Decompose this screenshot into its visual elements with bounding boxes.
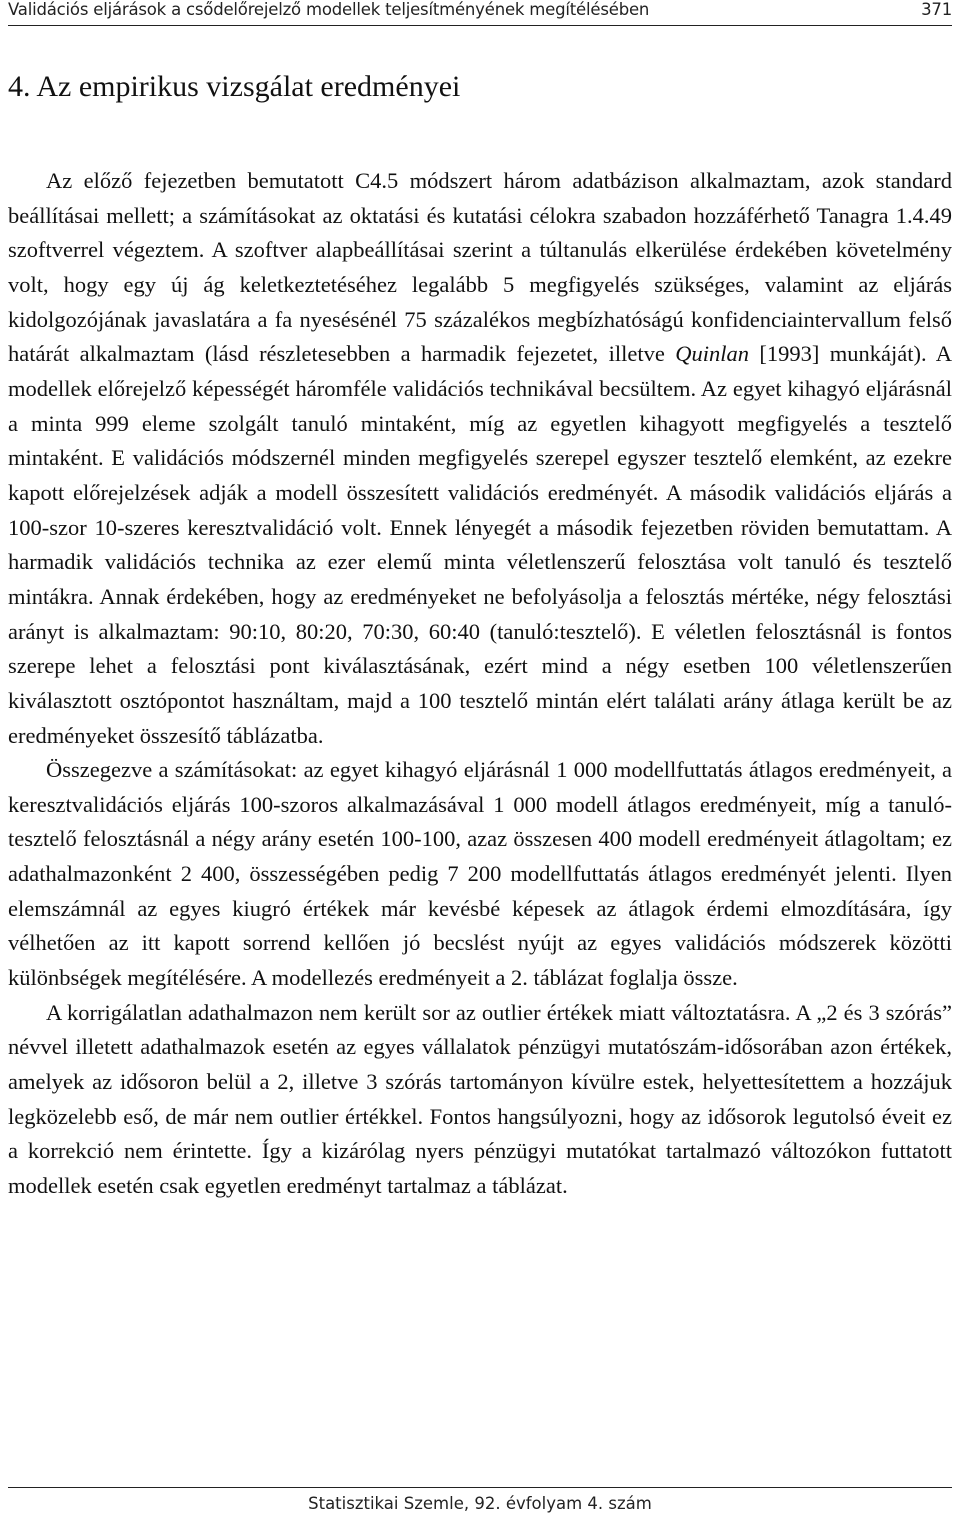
author-name-quinlan: Quinlan <box>675 341 749 367</box>
paragraph-1 <box>8 164 952 753</box>
running-title: Validációs eljárások a csődelőrejelző modellek teljesítményének megítélésében <box>8 0 650 19</box>
section-title: 4. Az empirikus vizsgálat eredményei <box>8 70 461 103</box>
header-rule <box>8 25 952 26</box>
paragraph-2 <box>8 753 952 996</box>
journal-footer: Statisztikai Szemle, 92. évfolyam 4. szám <box>308 1494 652 1513</box>
paragraph-3 <box>8 996 952 1204</box>
paragraph-1-text-b: [1993] munkáját). A modellek előrejelző képességét háromféle validációs technikával becsültem. Az egyet kihagyó eljárásnál a minta 999 eleme szolgált tanuló mintaként, míg az egyetlen kihagyott megfigyelés a tesztelő mintaként. E validációs módszernél minden megfigyelés szerepel egyszer tesztelő elemként, az ezekre kapott előrejelzések adják a modell összesített validációs eredményét. A második validációs eljárás a 100-szor 10-szeres keresztvalidáció volt. Ennek lényegét a második fejezetben röviden bemutattam. A harmadik validációs technika az ezer elemű minta véletlenszerű felosztása volt tanuló és tesztelő mintákra. Annak érdekében, hogy az eredményeket ne befolyásolja a felosztás mértéke, négy felosztási arányt is alkalmaztam: 90:10, 80:20, 70:30, 60:40 (tanuló:tesztelő). E véletlen felosztásnál is fontos szerepe lehet a felosztási pont kiválasztásának, ezért mind a négy esetben 100 véletlenszerűen kiválasztott osztópontot használtam, majd a 100 tesztelő mintán elért találati arány átlaga került be az eredményeket összesítő táblázatba. <box>8 341 953 748</box>
paragraph-2-text: Összegezve a számításokat: az egyet kihagyó eljárásnál 1 000 modellfuttatás átlagos eredményeit, a keresztvalidációs eljárás 100-szoros alkalmazásával 1 000 modell átlagos eredményeit, míg a tanuló-tesztelő felosztásnál a négy arány esetén 100-100, azaz összesen 400 modell eredményeit átlagoltam; ez adathalmazonként 2 400, összességében pedig 7 200 modellfuttatás átlagos eredményét jelenti. Ilyen elemszámnál az egyes kiugró értékek már kevésbé képesek az átlagok érdemi elmozdítására, így vélhetően az itt kapott sorrend kellően jó becslést nyújt az egyes validációs módszerek közötti különbségek megítélésére. A modellezés eredményeit a 2. táblázat foglalja össze. <box>8 757 952 991</box>
paragraph-1-text-a: Az előző fejezetben bemutatott C4.5 módszert három adatbázison alkalmaztam, azok standard beállításai mellett; a számításokat az oktatási és kutatási célokra szabadon hozzáférhető Tanagra 1.4.49 szoftverrel végeztem. A szoftver alapbeállításai szerint a túltanulás elkerülése érdekében követelmény volt, hogy egy új ág keletkeztetéséhez legalább 5 megfigyelés szükséges, valamint az eljárás kidolgozójának javaslatára a fa nyesésénél 75 százalékos megbízhatóságú konfidenciaintervallum felső határát alkalmaztam (lásd részletesebben a harmadik fejezetet, illetve <box>8 168 952 367</box>
body-text <box>8 164 952 1204</box>
footer-rule <box>8 1487 952 1488</box>
paragraph-3-text: A korrigálatlan adathalmazon nem került sor az outlier értékek miatt változtatásra. A „2 és 3 szórás” névvel illetett adathalmazok esetén az egyes vállalatok pénzügyi mutatószám-idősorában azon értékek, amelyek az idősoron belül a 2, illetve 3 szórás tartományon kívülre estek, helyettesítettem a hozzájuk legközelebb eső, de már nem outlier értékkel. Fontos hangsúlyozni, hogy az idősorok legutolsó éveit ez a korrekció nem érintette. Így a kizárólag nyers pénzügyi mutatókat tartalmazó változókon futtatott modellek esetén csak egyetlen eredményt tartalmaz a táblázat. <box>8 999 952 1199</box>
page-number: 371 <box>921 0 952 19</box>
running-header <box>8 0 952 24</box>
